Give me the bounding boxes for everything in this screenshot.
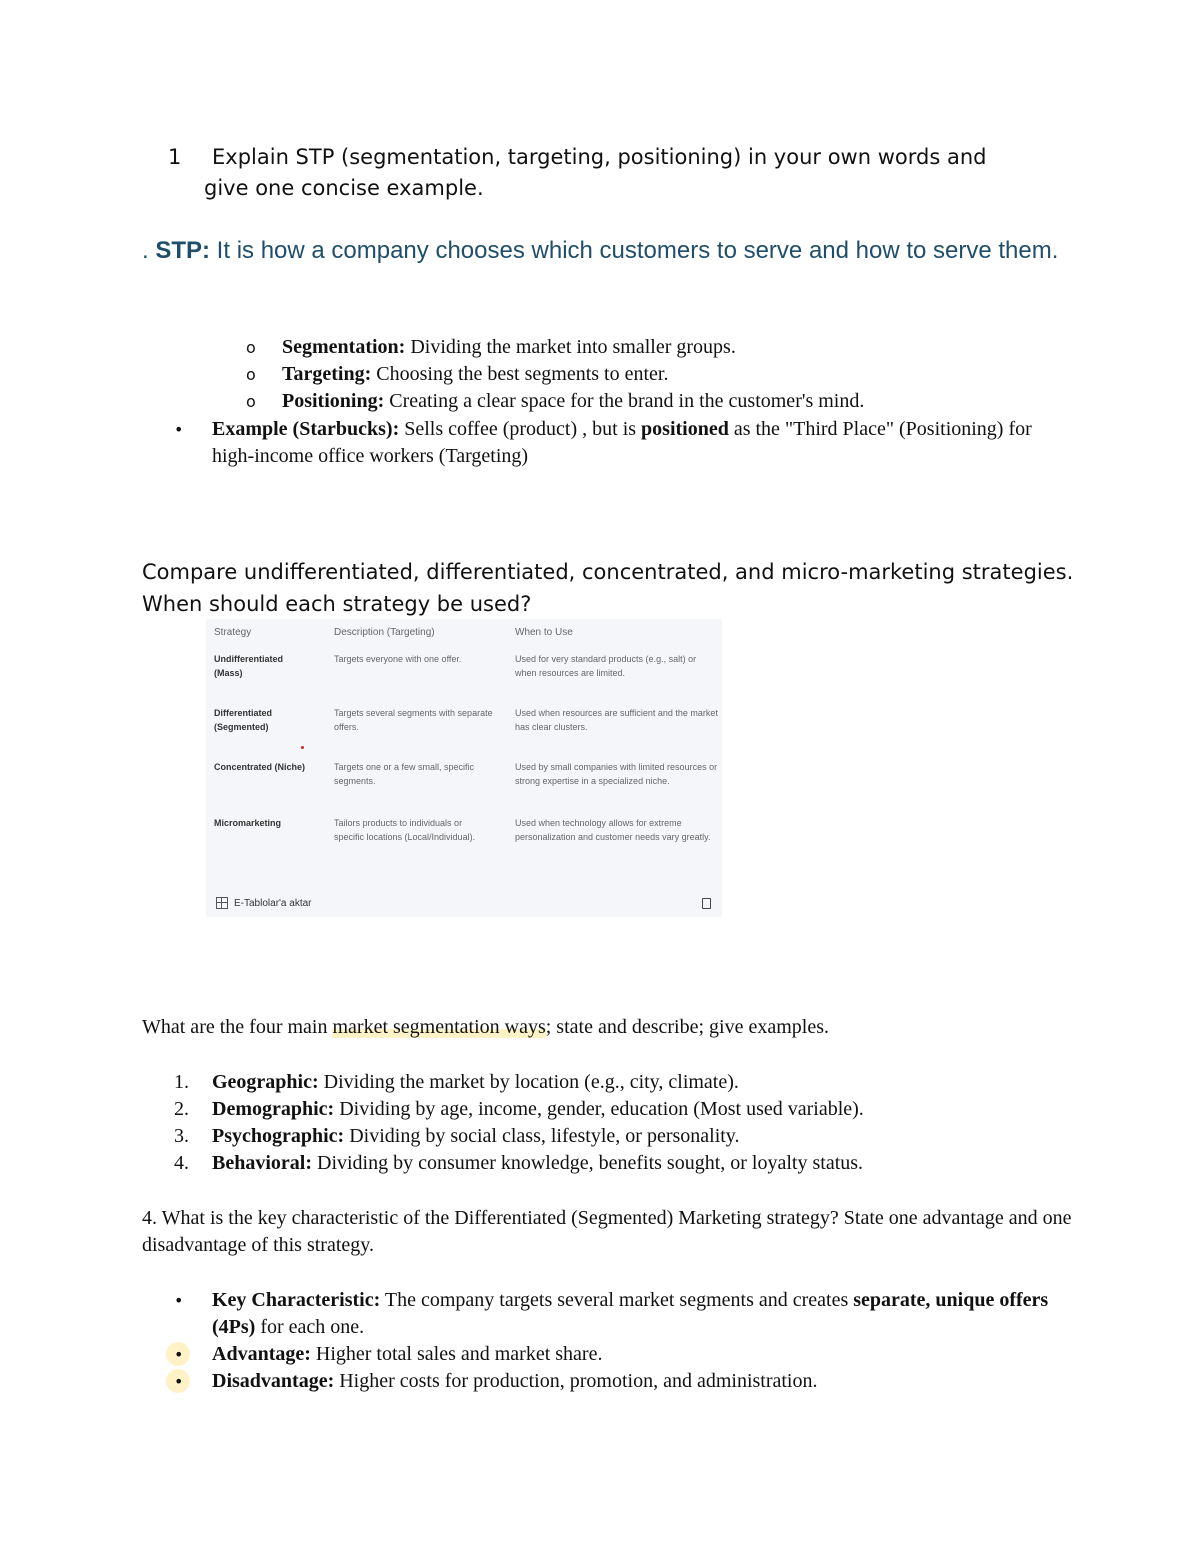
item-term: Demographic: [212, 1098, 335, 1120]
example-text-2: as the "Third Place" (Positioning) for high-income office workers (Targeting) [212, 418, 1032, 467]
table-cell-description: Targets everyone with one offer. [334, 654, 462, 664]
list-item [174, 416, 1074, 470]
list-item [246, 334, 1126, 361]
item-term: Disadvantage: [212, 1370, 335, 1392]
example-block [174, 416, 1074, 470]
copy-icon[interactable] [702, 898, 711, 909]
item-term: Key Characteristic: [212, 1289, 381, 1311]
item-text: Creating a clear space for the brand in the customer's mind. [384, 390, 865, 412]
item-term: Geographic: [212, 1071, 319, 1093]
bullet-icon: • [174, 1291, 184, 1310]
list-item [246, 388, 1126, 415]
table-cell-when: Used when resources are sufficient and the market has clear clusters. [515, 708, 718, 732]
question-number: 1 [168, 145, 182, 169]
item-term: Segmentation: [282, 336, 406, 358]
item-term: Targeting: [282, 363, 372, 385]
list-item [174, 1096, 1074, 1123]
example-bold: positioned [641, 418, 729, 440]
question-4: 4. What is the key characteristic of the Differentiated (Segmented) Marketing strategy? State one advantage and one disadvantage of this strategy. [142, 1207, 1072, 1256]
item-term: Behavioral: [212, 1152, 312, 1174]
question-2: Compare undifferentiated, differentiated, concentrated, and micro-marketing strategies. When should each strategy be used? [142, 560, 1074, 616]
question-3 [142, 1014, 1082, 1041]
question-1-line-1: Explain STP (segmentation, targeting, positioning) in your own words and [212, 145, 987, 169]
question-1-line-2: give one concise example. [204, 176, 484, 200]
table-cell-strategy: Undifferentiated (Mass) [214, 654, 284, 678]
item-text: Dividing the market by location (e.g., city, climate). [318, 1071, 739, 1093]
strategy-table-image [206, 619, 722, 917]
item-bold: separate, unique offers (4Ps) [212, 1289, 1049, 1338]
export-sheets-label: E-Tablolar'a aktar [234, 897, 312, 909]
table-cell-strategy: Micromarketing [214, 818, 282, 828]
table-grid-icon [216, 897, 228, 909]
circle-bullet-icon: o [246, 392, 256, 411]
bullet-icon: • [174, 420, 184, 439]
stp-prefix: . [142, 237, 156, 264]
list-item [246, 361, 1126, 388]
question-3-after: ; state and describe; give examples. [545, 1016, 829, 1038]
item-number: 4. [174, 1152, 189, 1174]
stp-component-list [246, 334, 1126, 415]
export-sheets-button[interactable] [216, 897, 312, 909]
table-cell-description: Targets several segments with separate offers. [334, 708, 493, 732]
differentiated-list [174, 1287, 1074, 1395]
table-header-description: Description (Targeting) [334, 627, 435, 638]
circle-bullet-icon: o [246, 365, 256, 384]
item-text: Dividing the market into smaller groups. [405, 336, 736, 358]
item-text: Dividing by consumer knowledge, benefits sought, or loyalty status. [312, 1152, 864, 1174]
example-text-1: Sells coffee (product) , but is [399, 418, 642, 440]
table-cell-when: Used when technology allows for extreme personalization and customer needs vary greatly. [515, 818, 711, 842]
item-text-end: for each one. [255, 1316, 365, 1338]
question-3-before: What are the four main [142, 1016, 333, 1038]
circle-bullet-icon: o [246, 338, 256, 357]
table-cell-when: Used by small companies with limited resources or strong expertise in a specialized niche. [515, 762, 718, 786]
item-term: Advantage: [212, 1343, 311, 1365]
item-text: Dividing by social class, lifestyle, or personality. [344, 1125, 740, 1147]
table-cell-strategy: Differentiated (Segmented) [214, 708, 273, 732]
list-item [174, 1341, 1074, 1368]
table-header-strategy: Strategy [214, 627, 252, 638]
item-number: 1. [174, 1071, 189, 1093]
list-item [174, 1368, 1074, 1395]
list-item [174, 1150, 1074, 1177]
example-term: Example (Starbucks): [212, 418, 400, 440]
question-1 [168, 142, 1068, 204]
stp-text: It is how a company chooses which customers to serve and how to serve them. [210, 237, 1059, 264]
item-text: The company targets several market segments and creates [380, 1289, 854, 1311]
item-term: Positioning: [282, 390, 385, 412]
table-cell-description: Tailors products to individuals or specific locations (Local/Individual). [334, 818, 476, 842]
item-text: Choosing the best segments to enter. [371, 363, 669, 385]
bullet-icon: • [174, 1372, 184, 1391]
table-header-when: When to Use [515, 627, 573, 638]
list-item [174, 1287, 1074, 1341]
table-cell-description: Targets one or a few small, specific segments. [334, 762, 475, 786]
item-text: Dividing by age, income, gender, education (Most used variable). [334, 1098, 864, 1120]
stp-label: STP: [155, 237, 211, 264]
table-cell-strategy: Concentrated (Niche) [214, 762, 306, 772]
table-cell-when: Used for very standard products (e.g., salt) or when resources are limited. [515, 654, 697, 678]
list-item [174, 1123, 1074, 1150]
item-text: Higher costs for production, promotion, and administration. [334, 1370, 818, 1392]
item-number: 2. [174, 1098, 189, 1120]
segmentation-list [174, 1069, 1074, 1177]
red-dot-mark [301, 746, 304, 749]
list-item [174, 1069, 1074, 1096]
item-term: Psychographic: [212, 1125, 345, 1147]
stp-definition [142, 232, 1082, 269]
item-number: 3. [174, 1125, 189, 1147]
bullet-icon: • [174, 1345, 184, 1364]
item-text: Higher total sales and market share. [310, 1343, 603, 1365]
question-3-highlight: market segmentation ways [332, 1016, 546, 1038]
